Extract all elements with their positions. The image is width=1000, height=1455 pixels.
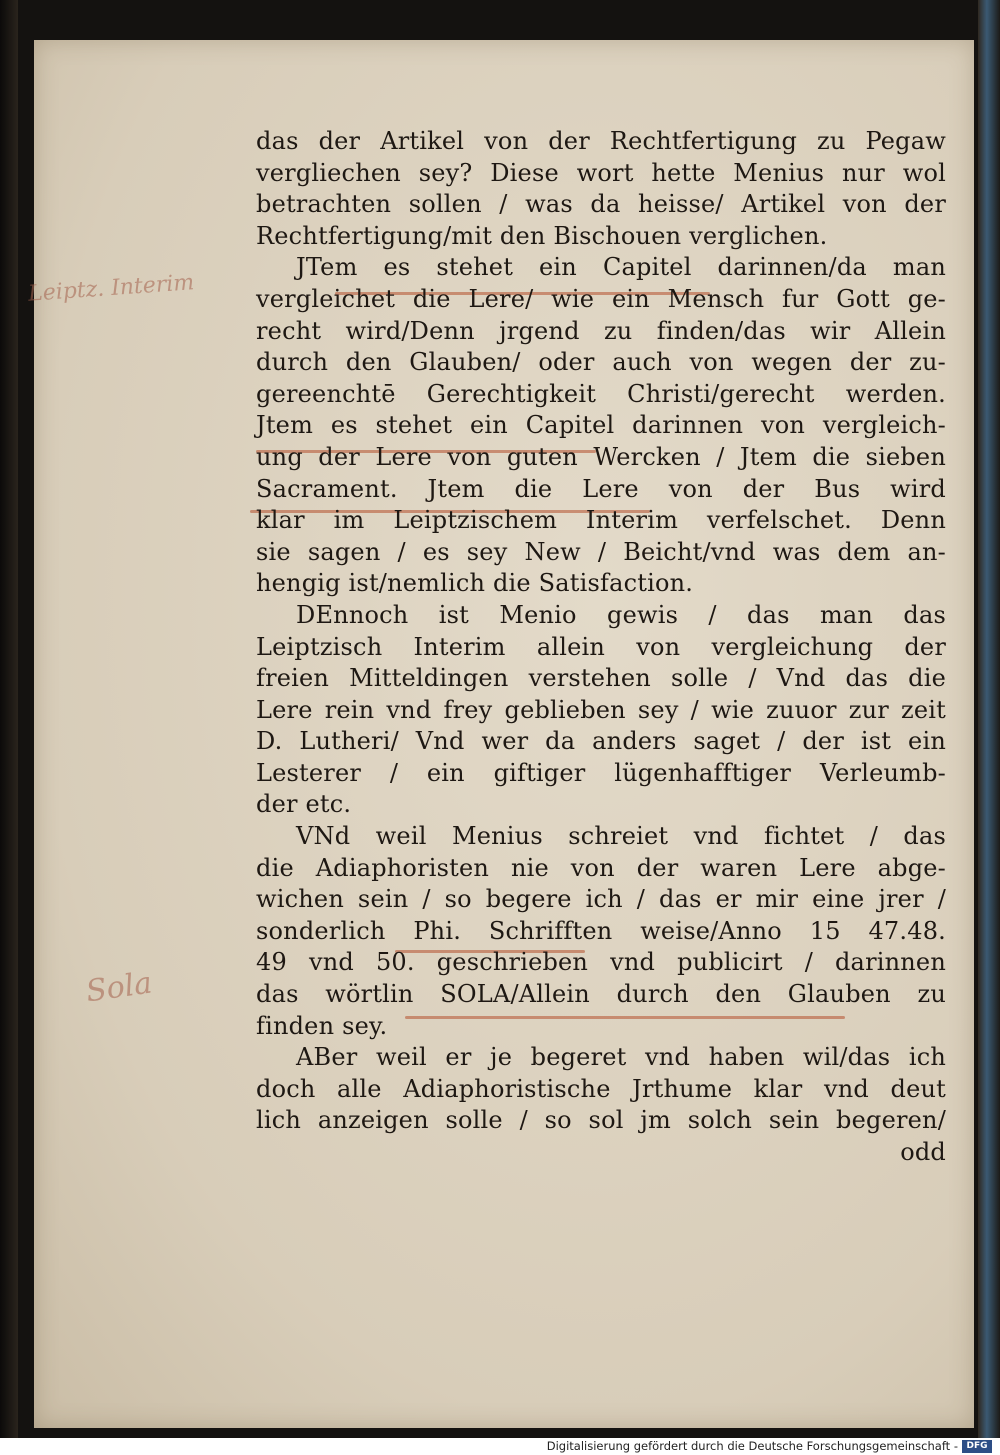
book-edge-left	[0, 0, 18, 1438]
text-line: klar im Leiptzischem Interim verfelschet. Denn	[256, 506, 946, 535]
text-line: Lere rein vnd frey geblieben sey / wie zuuor zur zeit	[256, 695, 946, 724]
margin-note-sola: Sola	[83, 965, 155, 1010]
page-text	[256, 126, 946, 1169]
text-line: Jtem es stehet ein Capitel darinnen von vergleich-	[256, 411, 946, 440]
text-line: gereenchtē Gerechtigkeit Christi/gerecht werden.	[256, 379, 946, 408]
text-line: betrachten sollen / was da heisse/ Artikel von der	[256, 190, 946, 219]
text-line: recht wird/Denn jrgend zu finden/das wir Allein	[256, 316, 946, 345]
text-line: Lesterer / ein giftiger lügenhafftiger Verleumb-	[256, 758, 946, 787]
text-line: finden sey.	[256, 1011, 388, 1040]
footer-bar	[0, 1438, 1000, 1455]
catchword: odd	[900, 1138, 946, 1166]
text-line: das wörtlin SOLA/Allein durch den Glauben zu	[256, 980, 946, 1009]
text-line: ung der Lere von guten Wercken / Jtem die sieben	[256, 442, 946, 471]
text-line: Rechtfertigung/mit den Bischouen verglichen.	[256, 221, 828, 250]
text-line: 49 vnd 50. geschrieben vnd publicirt / darinnen	[256, 948, 946, 977]
text-line: D. Lutheri/ Vnd wer da anders saget / der ist ein	[256, 727, 946, 756]
book-edge-right	[978, 0, 1000, 1438]
text-line: hengig ist/nemlich die Satisfaction.	[256, 569, 694, 598]
footer-credit: Digitalisierung gefördert durch die Deutsche Forschungsgemeinschaft -	[546, 1439, 958, 1453]
text-line: wichen sein / so begere ich / das er mir eine jrer /	[256, 885, 946, 914]
margin-note-interim: Leiptz. Interim	[27, 270, 195, 307]
text-line: die Adiaphoristen nie von der waren Lere abge-	[256, 853, 946, 882]
text-line: JTem es stehet ein Capitel darinnen/da man	[296, 253, 946, 282]
text-line: doch alle Adiaphoristische Jrthume klar vnd deut	[256, 1074, 946, 1103]
text-line: Leiptzisch Interim allein von vergleichung der	[256, 632, 946, 661]
dfg-logo: DFG	[962, 1440, 992, 1453]
text-line: sie sagen / es sey New / Beicht/vnd was dem an-	[256, 537, 946, 566]
text-line: lich anzeigen solle / so sol jm solch sein begeren/	[256, 1106, 946, 1135]
text-line: Sacrament. Jtem die Lere von der Bus wird	[256, 474, 946, 503]
text-line: VNd weil Menius schreiet vnd fichtet / das	[296, 822, 946, 851]
text-line: freien Mitteldingen verstehen solle / Vnd das die	[256, 664, 946, 693]
text-line: vergliechen sey? Diese wort hette Menius nur wol	[256, 158, 946, 187]
text-line: durch den Glauben/ oder auch von wegen der zu-	[256, 348, 946, 377]
text-line: sonderlich Phi. Schrifften weise/Anno 15 47.48.	[256, 916, 946, 945]
text-line: DEnnoch ist Menio gewis / das man das	[296, 600, 946, 629]
text-line: ABer weil er je begeret vnd haben wil/das ich	[296, 1043, 946, 1072]
text-line: der etc.	[256, 790, 352, 819]
text-line: vergleichet die Lere/ wie ein Mensch fur Gott ge-	[256, 284, 946, 313]
text-line: das der Artikel von der Rechtfertigung zu Pegaw	[256, 127, 946, 155]
